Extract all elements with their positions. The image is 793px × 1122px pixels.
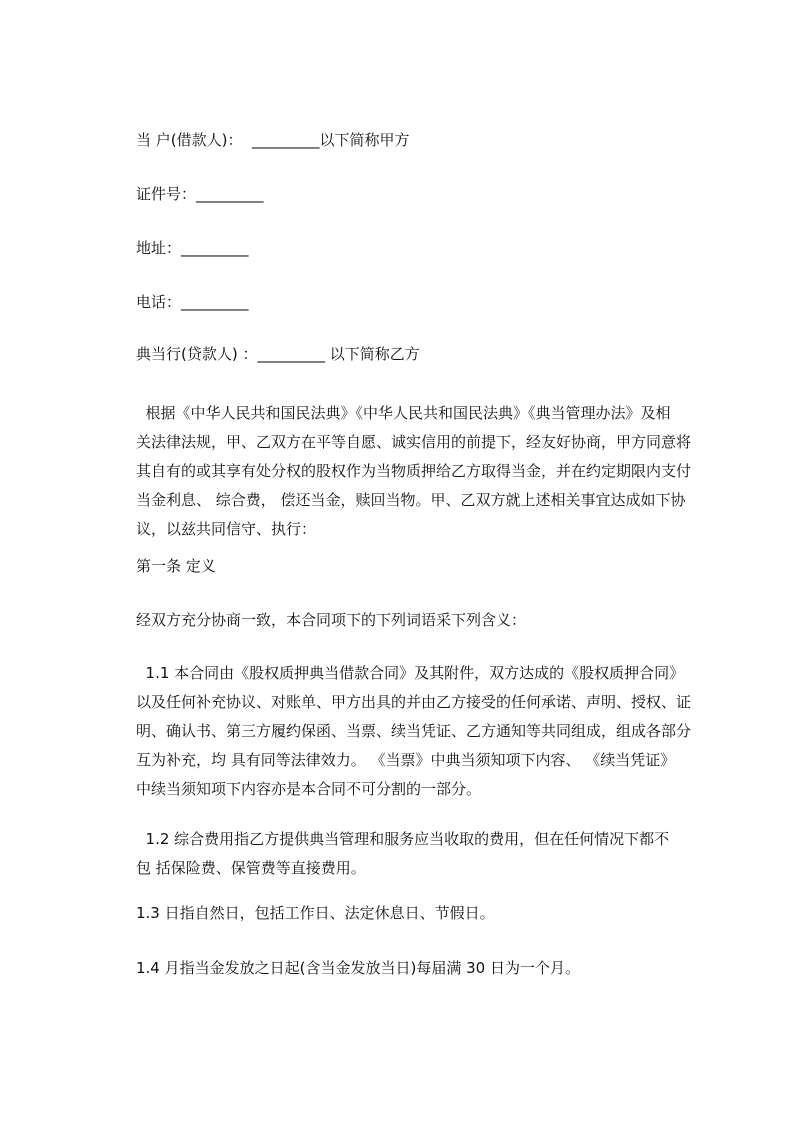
clause-line: 以及任何补充协议、对账单、甲方出具的并由乙方接受的任何承诺、声明、授权、证 — [136, 693, 692, 711]
preamble-line: 关法律法规，甲、乙双方在平等自愿、诚实信用的前提下，经友好协商，甲方同意将 — [136, 433, 692, 451]
clause-1-1 — [136, 659, 718, 804]
clause-line: 1.2 综合费用指乙方提供典当管理和服务应当收取的费用，但在任何情况下都不 — [136, 830, 670, 848]
article-1-title: 第一条 定义 — [136, 557, 216, 575]
clause-line: 互为补充，均 具有同等法律效力。 《当票》中典当须知项下内容、 《续当凭证》 — [136, 751, 676, 769]
preamble-line: 当金利息、 综合费， 偿还当金，赎回当物。甲、乙双方就上述相关事宜达成如下协 — [136, 491, 686, 509]
clause-line: 明、确认书、第三方履约保函、当票、续当凭证、乙方通知等共同组成，组成各部分 — [136, 722, 692, 740]
clause-line: 包 括保险费、保管费等直接费用。 — [136, 859, 366, 877]
address-field: 地址：_________ — [136, 239, 249, 257]
article-1-intro: 经双方充分协商一致，本合同项下的下列词语采下列含义： — [136, 611, 527, 629]
clause-1-2 — [136, 825, 718, 883]
preamble-line: 根据《中华人民共和国民法典》《中华人民共和国民法典》《典当管理办法》及相 — [136, 404, 671, 422]
preamble-line: 其自有的或其享有处分权的股权作为当物质押给乙方取得当金，并在约定期限内支付 — [136, 462, 692, 480]
phone-field: 电话：_________ — [136, 293, 249, 311]
pawner-field: 当 户(借款人)： _________以下简称甲方 — [136, 131, 410, 149]
clause-1-3: 1.3 日指自然日，包括工作日、法定休息日、节假日。 — [136, 904, 495, 922]
clause-line: 1.1 本合同由《股权质押典当借款合同》及其附件，双方达成的《股权质押合同》 — [136, 664, 685, 682]
pawnshop-field: 典当行(贷款人) ：_________ 以下简称乙方 — [136, 345, 420, 363]
clause-line: 中续当须知项下内容亦是本合同不可分割的一部分。 — [136, 780, 482, 798]
preamble-line: 议，以兹共同信守、执行： — [136, 520, 317, 538]
id-number-field: 证件号：_________ — [136, 185, 264, 203]
preamble-paragraph — [136, 399, 718, 544]
clause-1-4: 1.4 月指当金发放之日起(含当金发放当日)每届满 30 日为一个月。 — [136, 959, 580, 977]
